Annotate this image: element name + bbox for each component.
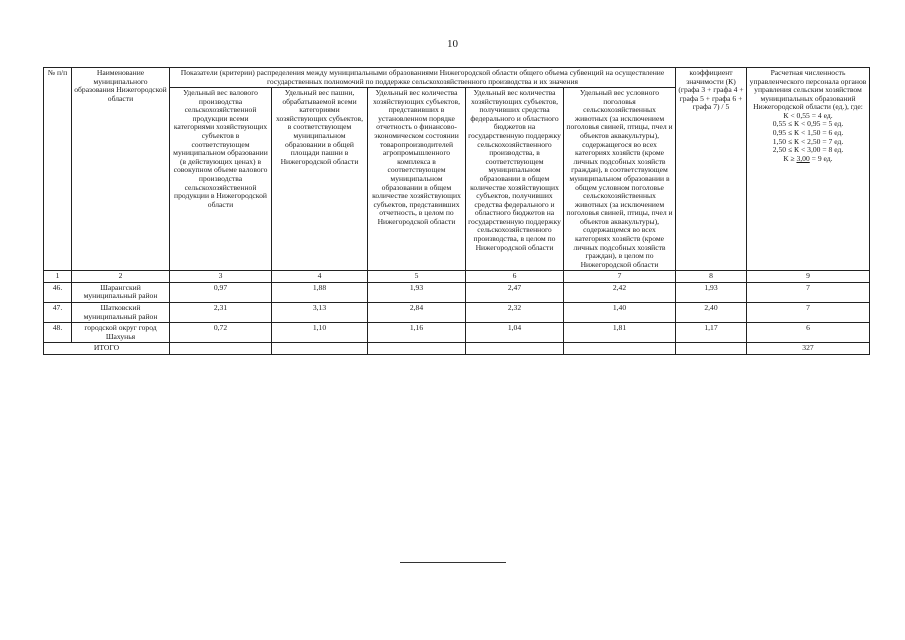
rule-value: 3,00: [796, 153, 810, 163]
header-num: № п/п: [44, 68, 72, 271]
header-coefficient: коэффициент значимости (К) (графа 3 + графа 4 + графа 5 + графа 6 + графа 7) / 5: [676, 68, 747, 271]
table-row: [44, 282, 870, 302]
total-empty: [170, 343, 272, 355]
header-calc: [747, 68, 870, 271]
header-calc-rule: 2,50 ≤ К < 3,00 = 8 ед.: [772, 145, 844, 155]
row-value: 1,17: [676, 323, 747, 343]
header-calc-rule: 0,55 ≤ К < 0,95 = 5 ед.: [772, 119, 844, 129]
row-value: 0,72: [170, 323, 272, 343]
table-row: [44, 303, 870, 323]
row-value: 7: [747, 303, 870, 323]
row-value: 6: [747, 323, 870, 343]
header-calc-rule: 1,50 ≤ К < 2,50 = 7 ед.: [772, 136, 844, 146]
subvention-table: [43, 67, 870, 355]
row-value: 2,31: [170, 303, 272, 323]
col-number: 1: [44, 271, 72, 283]
row-value: 2,42: [564, 282, 676, 302]
row-value: 2,40: [676, 303, 747, 323]
total-row: [44, 343, 870, 355]
col-number: 9: [747, 271, 870, 283]
col-number: 5: [368, 271, 466, 283]
header-group-title: Показатели (критерии) распределения между муниципальными образованиями Нижегородской области общего объема субвенций на осуществление государственных полномочий по поддержке сельскохозяйственного производства и их значения: [170, 68, 676, 88]
header-calc-rule: 0,95 ≤ К < 1,50 = 6 ед.: [772, 128, 844, 138]
header-col5: Удельный вес количества хозяйствующих субъектов, представивших в установленном порядке отчетность о финансово-экономическом состоянии товаропроизводителей агропромышленного комплекса в соответствующем муниципальном образовании в общем количестве хозяйствующих субъектов, представивших отчетность, в целом по Нижегородской области: [368, 88, 466, 271]
header-col7: Удельный вес условного поголовья сельскохозяйственных животных (за исключением поголовья свиней, птицы, пчел и объектов аквакультуры), содержащегося во всех категориях хозяйств (кроме личных подсобных хозяйств граждан), в соответствующем муниципальном образовании в общем условном поголовье сельскохозяйственных животных (за исключением поголовья свиней, птицы, пчел и объектов аквакультуры), содержащемся во всех категориях хозяйств (кроме личных подсобных хозяйств граждан), в целом по Нижегородской области: [564, 88, 676, 271]
row-num: 47.: [44, 303, 72, 323]
header-col3: Удельный вес валового производства сельскохозяйственной продукции всеми категориями хозяйствующих субъектов в соответствующем муниципальном образовании (в действующих ценах) в совокупном объеме валового производства сельскохозяйственной продукции в Нижегородской области: [170, 88, 272, 271]
col-number: 6: [466, 271, 564, 283]
row-value: 1,93: [368, 282, 466, 302]
header-row-1: [44, 68, 870, 88]
row-name: Шатковский муниципальный район: [72, 303, 170, 323]
row-value: 1,10: [272, 323, 368, 343]
total-empty: [676, 343, 747, 355]
total-empty: [564, 343, 676, 355]
row-value: 2,32: [466, 303, 564, 323]
row-value: 2,84: [368, 303, 466, 323]
row-value: 1,40: [564, 303, 676, 323]
row-value: 1,81: [564, 323, 676, 343]
total-empty: [466, 343, 564, 355]
rule-prefix: К ≥: [783, 153, 797, 163]
header-calc-rule: К < 0,55 = 4 ед.: [783, 110, 833, 120]
table-row: [44, 323, 870, 343]
col-number: 3: [170, 271, 272, 283]
col-number: 2: [72, 271, 170, 283]
row-name: городской округ город Шахунья: [72, 323, 170, 343]
total-empty: [272, 343, 368, 355]
header-calc-intro: Расчетная численность управленческого персонала органов управления сельским хозяйством муниципальных образований Нижегородской области (ед.), где:: [749, 68, 867, 112]
row-value: 1,93: [676, 282, 747, 302]
header-name: Наименование муниципального образования Нижегородской области: [72, 68, 170, 271]
row-value: 1,88: [272, 282, 368, 302]
total-value: 327: [747, 343, 870, 355]
header-col6: Удельный вес количества хозяйствующих субъектов, получивших средства федерального и областного бюджетов на государственную поддержку сельскохозяйственного производства, в соответствующем муниципальном образовании в общем количестве хозяйствующих субъектов, получивших средства федерального и областного бюджетов на государственную поддержку сельскохозяйственного производства, в целом по Нижегородской области: [466, 88, 564, 271]
column-number-row: [44, 271, 870, 283]
row-value: 7: [747, 282, 870, 302]
col-number: 7: [564, 271, 676, 283]
row-name: Шарангский муниципальный район: [72, 282, 170, 302]
row-value: 2,47: [466, 282, 564, 302]
header-col4: Удельный вес пашни, обрабатываемой всеми категориями хозяйствующих субъектов, в соответствующем муниципальном образовании в общей площади пашни в Нижегородской области: [272, 88, 368, 271]
rule-suffix: = 9 ед.: [809, 153, 833, 163]
total-empty: [368, 343, 466, 355]
col-number: 8: [676, 271, 747, 283]
row-value: 3,13: [272, 303, 368, 323]
col-number: 4: [272, 271, 368, 283]
row-value: 1,04: [466, 323, 564, 343]
row-num: 46.: [44, 282, 72, 302]
end-divider: [400, 562, 506, 563]
header-calc-rule-last: [749, 155, 867, 164]
page-number: 10: [447, 38, 458, 50]
row-value: 0,97: [170, 282, 272, 302]
total-label: ИТОГО: [44, 343, 170, 355]
row-num: 48.: [44, 323, 72, 343]
row-value: 1,16: [368, 323, 466, 343]
